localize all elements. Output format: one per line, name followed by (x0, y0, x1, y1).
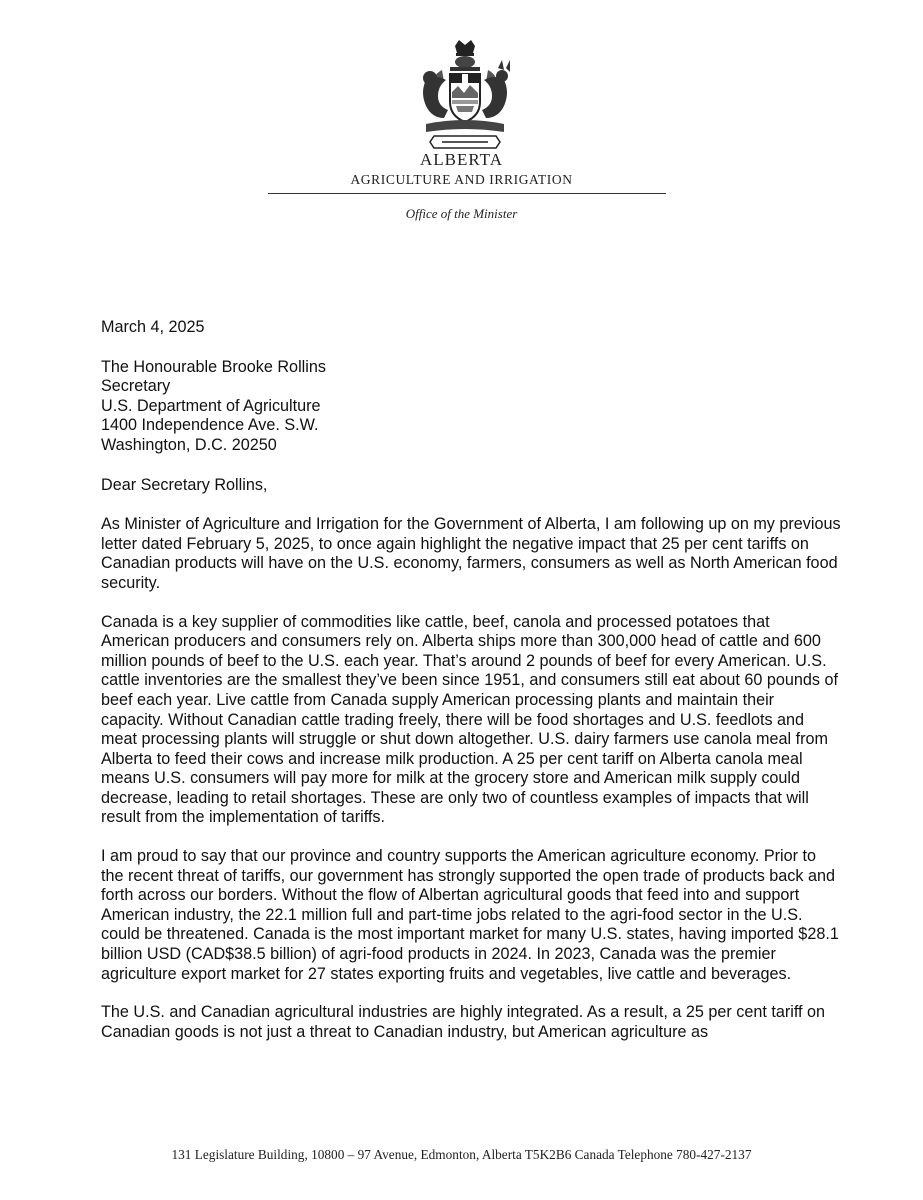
salutation: Dear Secretary Rollins, (101, 475, 268, 494)
paragraph-supply: Canada is a key supplier of commodities like cattle, beef, canola and processed potatoes that American producers and consumers rely on. Alberta ships more than 300,000 head of cattle and 600 million pounds of beef to the U.S. each year. That’s around 2 pounds of beef for every American. U.S. cattle inventories are the smallest they’ve been since 1951, and consumers still eat about 60 pounds of beef each year. Live cattle from Canada supply American processing plants and maintain their capacity. Without Canadian cattle trading freely, there will be food shortages and U.S. feedlots and meat processing plants will struggle or shut down altogether. U.S. dairy farmers use canola meal from Alberta to feed their cows and increase milk production. A 25 per cent tariff on Alberta canola meal means U.S. consumers will pay more for milk at the grocery store and American milk supply could decrease, leading to retail shortages. These are only two of countless examples of impacts that will result from the implementation of tariffs. (101, 612, 838, 827)
letter-body (101, 318, 841, 1061)
paragraph-integration: The U.S. and Canadian agricultural industries are highly integrated. As a result, a 25 per cent tariff on Canadian goods is not just a threat to Canadian industry, but American agriculture as (101, 1003, 826, 1041)
recipient-address (101, 358, 841, 456)
paragraph-economy: I am proud to say that our province and country supports the American agriculture economy. Prior to the recent threat of tariffs, our government has strongly supported the open trade of products back and forth across our borders. Without the flow of Albertan agricultural goods that feed into and support American industry, the 22.1 million full and part-time jobs related to the agri-food sector in the U.S. could be threatened. Canada is the most important market for many U.S. states, having imported $28.1 billion USD (CAD$38.5 billion) of agri-food products in 2024. In 2023, Canada was the premier agriculture export market for 27 states exporting fruits and vegetables, live cattle and beverages. (101, 847, 839, 983)
letterhead-divider (268, 193, 666, 194)
organization-name: ALBERTA (419, 150, 503, 169)
alberta-coat-of-arms-icon (412, 40, 518, 152)
recipient-street: 1400 Independence Ave. S.W. (101, 416, 319, 435)
department-name: AGRICULTURE AND IRRIGATION (350, 172, 573, 187)
paragraph-intro: As Minister of Agriculture and Irrigation for the Government of Alberta, I am following up on my previous letter dated February 5, 2025, to once again highlight the negative impact that 25 per cent tariffs on Canadian products will have on the U.S. economy, farmers, consumers as well as North American food security. (101, 515, 841, 592)
office-title: Office of the Minister (405, 206, 518, 221)
letter-date: March 4, 2025 (101, 318, 205, 336)
recipient-name: The Honourable Brooke Rollins (101, 357, 326, 376)
recipient-department: U.S. Department of Agriculture (101, 396, 321, 415)
recipient-title: Secretary (101, 377, 171, 396)
footer-address: 131 Legislature Building, 10800 – 97 Avenue, Edmonton, Alberta T5K2B6 Canada Telephone 780-427-2137 (171, 1147, 752, 1162)
recipient-city: Washington, D.C. 20250 (101, 435, 277, 454)
